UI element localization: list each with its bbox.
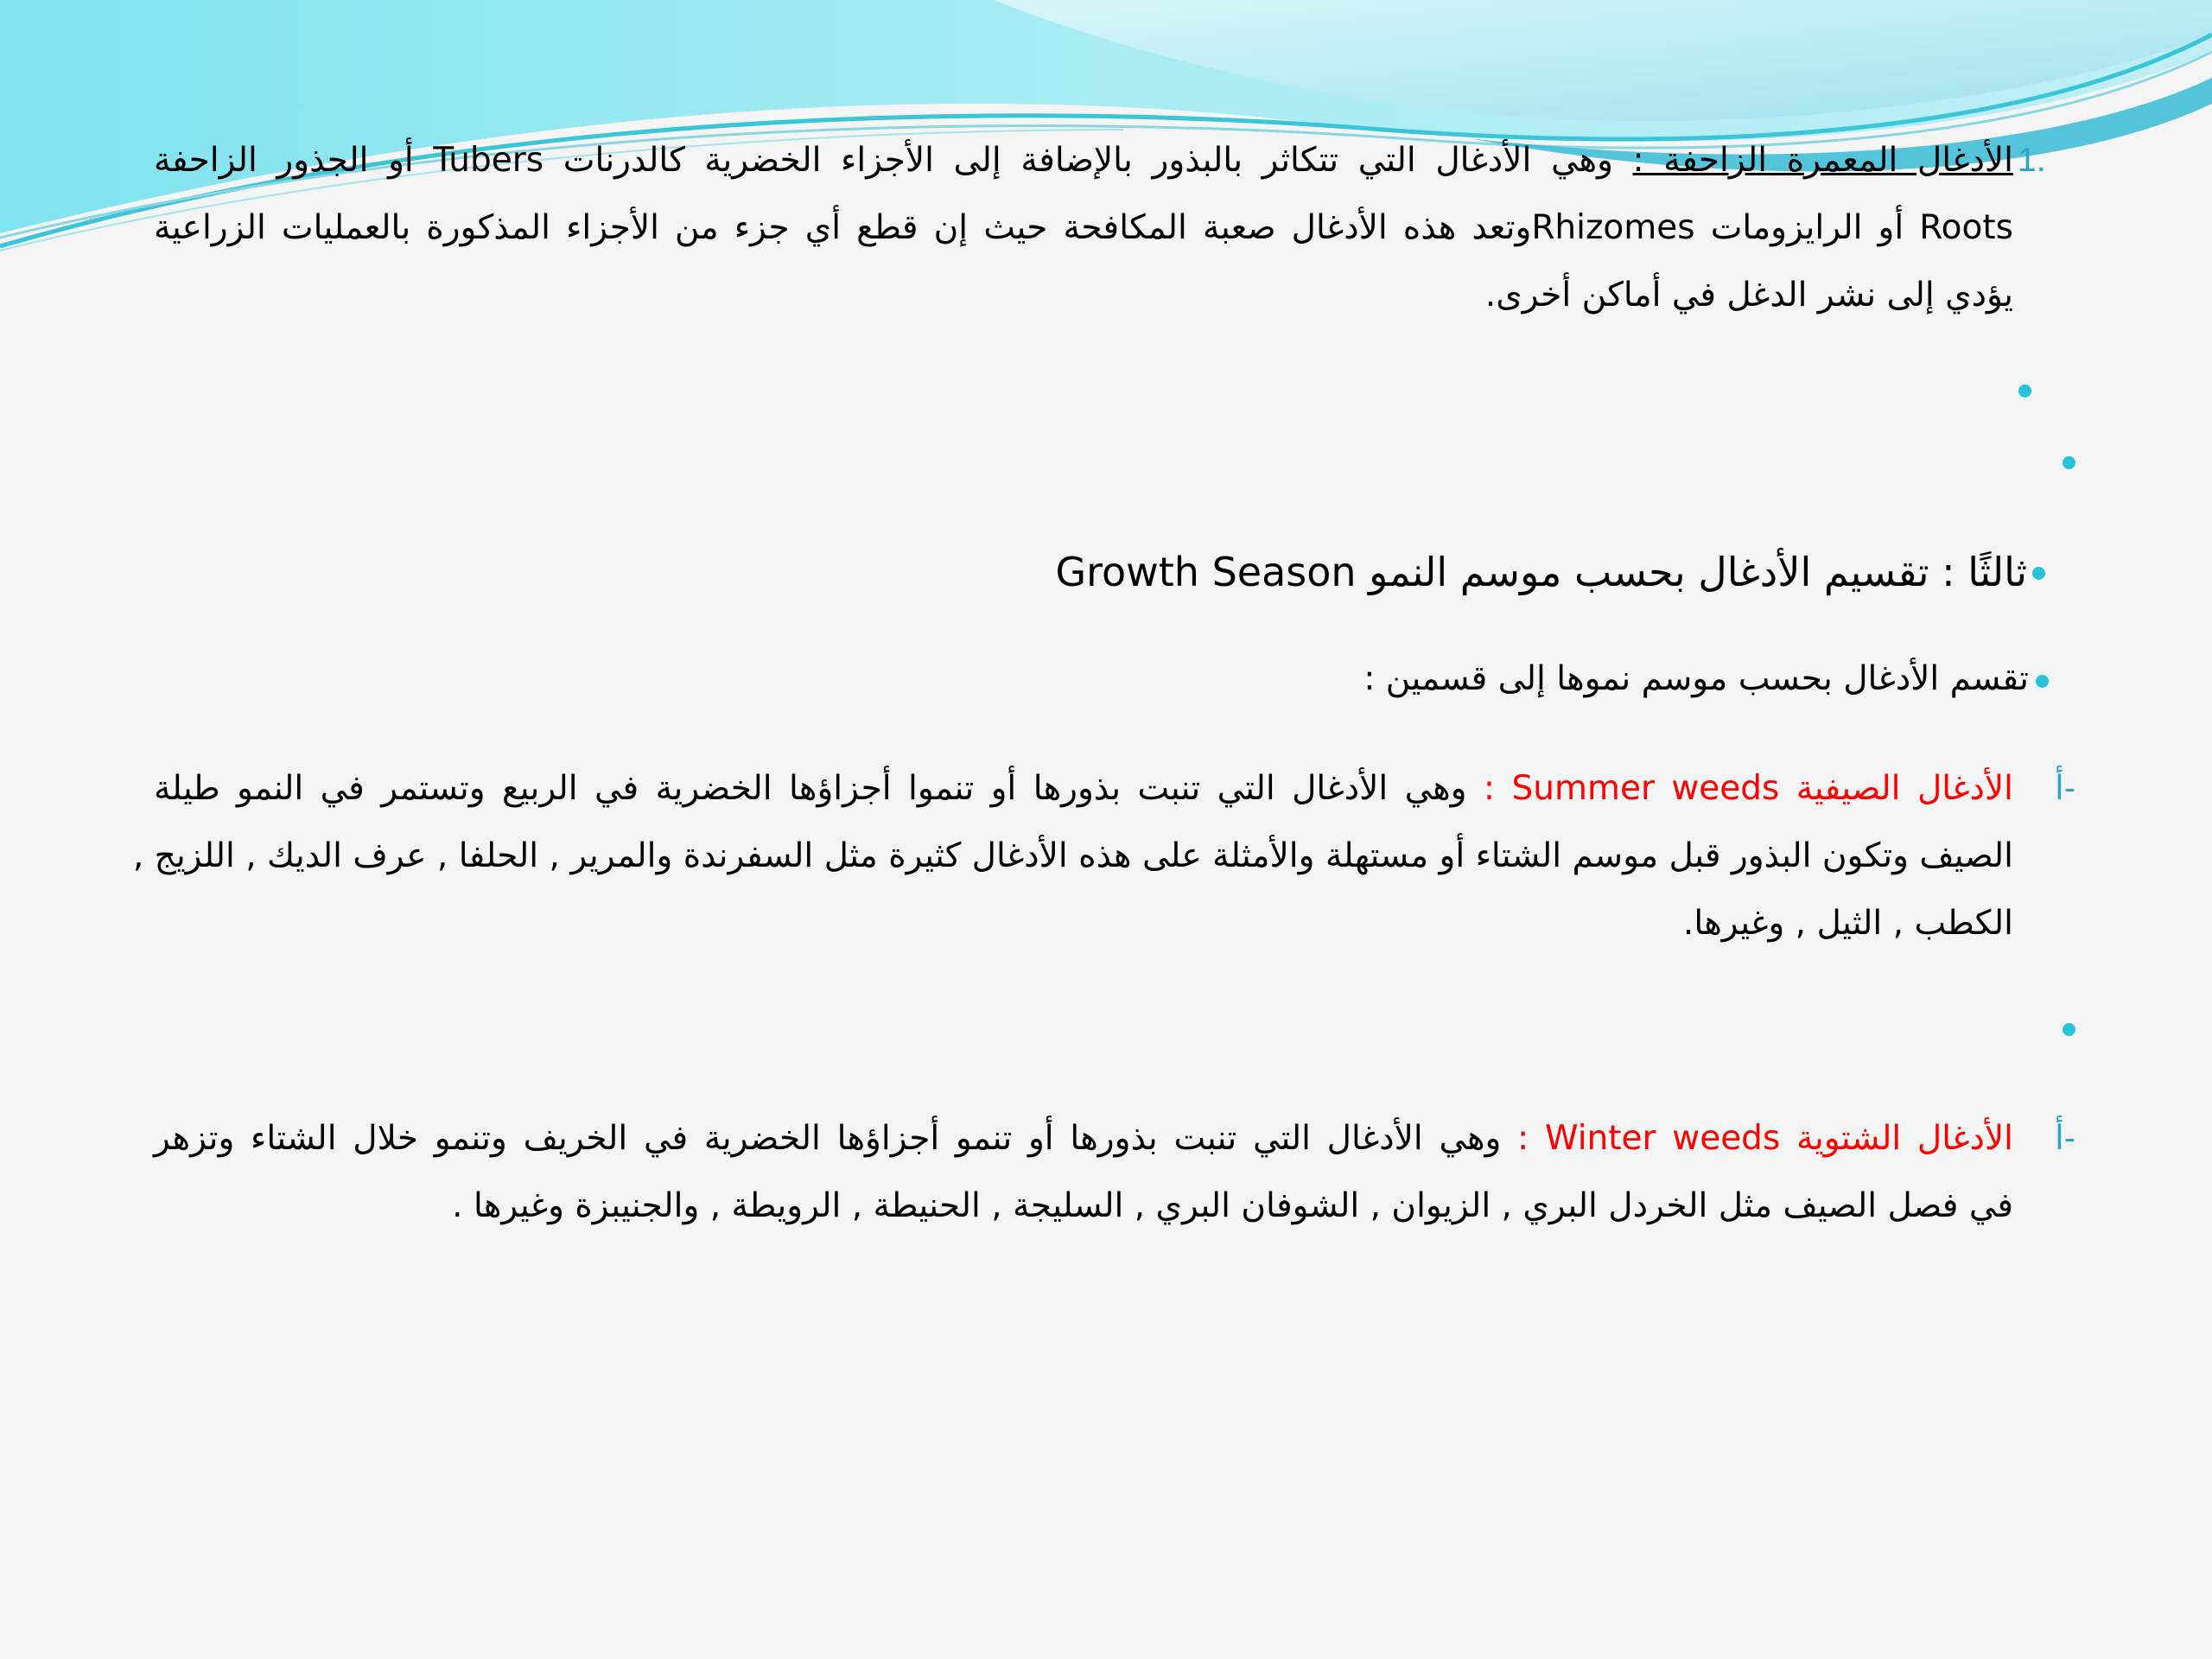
summer-line-2: الصيف وتكون البذور قبل موسم الشتاء أو مستهلة والأمثلة على هذه الأدغال كثيرة مثل السفرندة والمرير , الحلفا , عرف الديك , اللزيج , bbox=[132, 836, 2013, 875]
list-marker-summer: أ- bbox=[2055, 770, 2075, 807]
bullet-dot bbox=[2032, 567, 2045, 580]
winter-line-1 bbox=[154, 1115, 2013, 1163]
bullet-dot bbox=[2063, 1023, 2075, 1036]
term-winter-weeds: الأدغال الشتوية Winter weeds : bbox=[1517, 1119, 2013, 1158]
term-perennial-creeping-weeds: الأدغال المعمرة الزاحفة : bbox=[1632, 141, 2013, 180]
winter-line-1-text: وهي الأدغال التي تنبت بذورها أو تنمو أجزاؤها الخضرية في الخريف وتنمو خلال الشتاء وتزهر bbox=[154, 1119, 1518, 1158]
section1-line-3: يؤدي إلى نشر الدغل في أماكن أخرى. bbox=[1484, 276, 2013, 315]
section-heading: ثالثًا : تقسيم الأدغال بحسب موسم النمو Growth Season bbox=[1055, 549, 2027, 595]
winter-line-2: في فصل الصيف مثل الخردل البري , الزيوان , الشوفان البري , السليجة , الحنيطة , الرويطة , والجنيبزة وغيرها . bbox=[452, 1186, 2013, 1225]
bullet-dot bbox=[2018, 385, 2031, 397]
section1-line-2: Roots أو الرايزومات Rhizomesوتعد هذه الأدغال صعبة المكافحة حيث إن قطع أي جزء من الأجزاء المذكورة بالعمليات الزراعية bbox=[154, 208, 2013, 247]
section1-line-1 bbox=[154, 137, 2013, 185]
bullet-dot bbox=[2063, 456, 2075, 469]
section1-line-1-text: وهي الأدغال التي تتكاثر بالبذور بالإضافة إلى الأجزاء الخضرية كالدرنات Tubers أو الجذور الزاحفة bbox=[154, 141, 1633, 180]
list-number-1: 1. bbox=[2018, 142, 2046, 179]
summer-line-1 bbox=[154, 765, 2013, 813]
intro-text: تقسم الأدغال بحسب موسم نموها إلى قسمين : bbox=[1363, 659, 2029, 698]
term-summer-weeds: الأدغال الصيفية Summer weeds : bbox=[1483, 769, 2013, 808]
bullet-dot bbox=[2036, 675, 2049, 688]
summer-line-3: الكطب , الثيل , وغيرها. bbox=[1682, 904, 2013, 943]
summer-line-1-text: وهي الأدغال التي تنبت بذورها أو تنموا أجزاؤها الخضرية في الربيع وتستمر في النمو طيلة bbox=[154, 769, 1484, 808]
list-marker-winter: أ- bbox=[2055, 1120, 2075, 1157]
